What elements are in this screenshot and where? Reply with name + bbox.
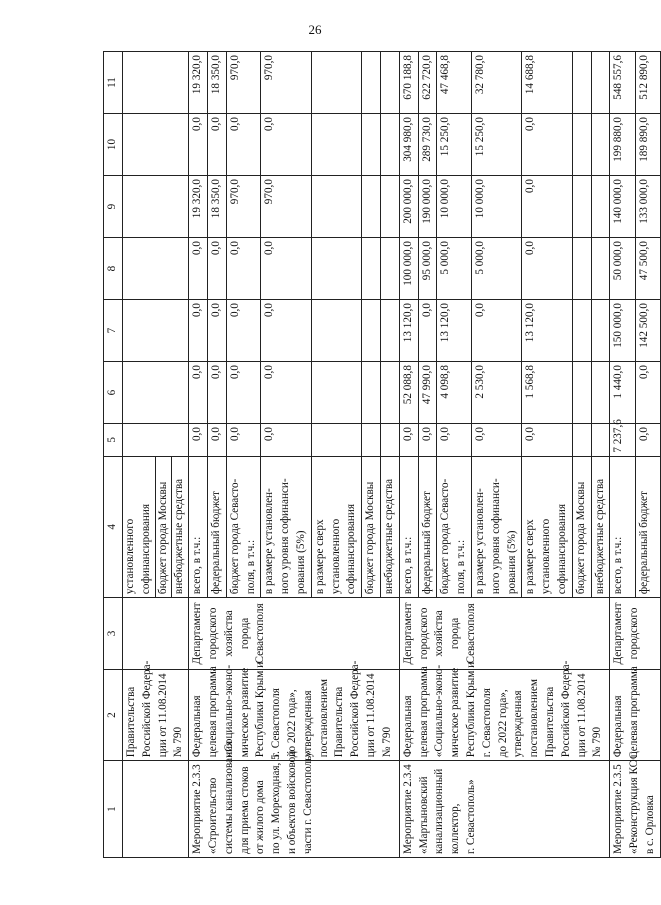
funding-source-cell [522, 456, 572, 597]
value-cell [591, 238, 610, 300]
value-cell: 13 120,0 [399, 300, 418, 362]
text-line: для приема стоков [238, 766, 251, 854]
funding-source-cell [399, 456, 418, 597]
text-line: поля, в т.ч.: [455, 539, 468, 595]
value-cell: 15 250,0 [471, 114, 521, 176]
value-cell [591, 424, 610, 457]
header-cell: 4 [104, 456, 123, 597]
text-line: Мероприятие 2.3.5 [612, 764, 625, 854]
value-cell: 0,0 [189, 114, 208, 176]
text-line: города [238, 617, 251, 650]
text-line: Мероприятие 2.3.3 [191, 764, 204, 854]
value-cell: 0,0 [261, 238, 311, 300]
value-cell: 142 500,0 [635, 300, 660, 362]
value-cell [380, 424, 399, 457]
text-line: № 790 [591, 726, 604, 758]
value-cell: 190 000,0 [418, 176, 437, 238]
text-line: целевая программа [628, 666, 641, 758]
header-cell: 10 [104, 114, 123, 176]
value-cell [591, 114, 610, 176]
table-row [610, 52, 635, 858]
funding-source-cell [471, 456, 521, 597]
text-line: г. Севастополя [270, 688, 283, 758]
text-line: внебюджетные средства [171, 457, 188, 597]
value-cell: 14 688,8 [522, 52, 572, 114]
header-cell: 1 [104, 761, 123, 858]
value-cell: 970,0 [226, 176, 261, 238]
header-cell: 6 [104, 362, 123, 424]
value-cell: 100 000,0 [399, 238, 418, 300]
value-cell [311, 424, 361, 457]
value-cell [591, 52, 610, 114]
value-cell: 7 237,6 [610, 424, 635, 457]
text-line: всего, в т.ч.: [612, 536, 625, 595]
text-line: мическое развитие [449, 667, 462, 758]
value-cell: 670 188,8 [399, 52, 418, 114]
value-cell [572, 300, 591, 362]
value-cell: 0,0 [226, 238, 261, 300]
text-line: Правительства [543, 686, 556, 758]
program-basis-cell [189, 660, 400, 760]
value-cell [362, 238, 381, 300]
value-cell [362, 424, 381, 457]
text-line: постановлением [528, 679, 541, 758]
value-cell: 0,0 [471, 300, 521, 362]
value-cell: 13 120,0 [437, 300, 472, 362]
value-cell: 0,0 [635, 362, 660, 424]
value-cell [380, 52, 399, 114]
value-cell: 0,0 [226, 424, 261, 457]
text-line: установленного [329, 518, 342, 595]
value-cell: 0,0 [261, 362, 311, 424]
text-line: бюджет города Севасто- [228, 478, 241, 595]
value-cell [311, 52, 361, 114]
value-cell [591, 176, 610, 238]
budget-table [103, 51, 661, 858]
text-line: внебюджетные средства [382, 478, 395, 595]
value-cell: 47 990,0 [418, 362, 437, 424]
text-line: части г. Севастополь» [301, 750, 314, 854]
value-cell: 0,0 [189, 300, 208, 362]
value-cell: 0,0 [261, 114, 311, 176]
text-line: утвержденная [512, 690, 525, 758]
text-line: установленного [124, 518, 136, 595]
text-line: Севастополя [254, 603, 267, 664]
text-line: Российской Федера- [140, 660, 153, 758]
text-line: рования (5%) [294, 530, 307, 595]
funding-source-cell [261, 456, 311, 597]
value-cell: 0,0 [471, 424, 521, 457]
value-cell: 4 098,8 [437, 362, 472, 424]
text-line: городского [206, 607, 219, 660]
text-line: до 2022 года», [285, 689, 298, 758]
text-line: Правительства [125, 686, 137, 758]
funding-source-cell [418, 456, 437, 597]
value-cell: 0,0 [207, 424, 226, 457]
text-line: хозяйства [222, 610, 235, 657]
value-cell: 0,0 [207, 362, 226, 424]
value-cell: 0,0 [189, 238, 208, 300]
continuation-value-cell [123, 424, 189, 457]
value-cell [380, 176, 399, 238]
continuation-value-cell [123, 176, 189, 238]
value-cell: 0,0 [226, 114, 261, 176]
text-line: Департамент [191, 602, 204, 665]
value-cell: 0,0 [522, 238, 572, 300]
text-line: рования (5%) [505, 530, 518, 595]
value-cell: 52 088,8 [399, 362, 418, 424]
executor-cell [189, 598, 400, 670]
text-line: в размере установлен- [473, 488, 486, 595]
value-cell: 10 000,0 [437, 176, 472, 238]
program-basis-cell [399, 660, 610, 760]
text-line: Правительства [333, 686, 346, 758]
header-cell: 5 [104, 424, 123, 457]
table-body [104, 52, 661, 858]
value-cell [362, 300, 381, 362]
funding-source-cell [362, 456, 381, 597]
value-cell [572, 114, 591, 176]
value-cell: 18 350,0 [207, 176, 226, 238]
text-line: канализационный [433, 768, 446, 854]
continuation-value-cell [123, 114, 189, 176]
header-cell: 9 [104, 176, 123, 238]
value-cell: 199 880,0 [610, 114, 635, 176]
value-cell [362, 362, 381, 424]
text-line: ного уровня софинанси- [279, 478, 292, 595]
value-cell [311, 238, 361, 300]
value-cell [572, 176, 591, 238]
text-line: города [449, 617, 462, 650]
funding-source-cell [226, 456, 261, 597]
value-cell: 548 557,6 [610, 52, 635, 114]
value-cell: 0,0 [522, 424, 572, 457]
text-line: Республики Крым и [464, 661, 477, 758]
value-cell [380, 362, 399, 424]
value-cell: 19 320,0 [189, 52, 208, 114]
value-cell: 289 730,0 [418, 114, 437, 176]
table-row [399, 52, 418, 858]
funding-source-cell [572, 456, 591, 597]
text-line: установленного [540, 518, 553, 595]
text-line: № 790 [172, 726, 185, 758]
value-cell: 18 350,0 [207, 52, 226, 114]
value-cell: 304 980,0 [399, 114, 418, 176]
value-cell: 0,0 [261, 424, 311, 457]
text-line: коллектор, [449, 803, 462, 854]
value-cell: 47 500,0 [635, 238, 660, 300]
funding-source-cell [635, 456, 660, 597]
header-cell: 2 [104, 669, 123, 760]
value-cell: 0,0 [226, 300, 261, 362]
text-line: «Строительство [206, 777, 219, 854]
page-number: 26 [308, 22, 322, 37]
continuation-value-cell [123, 52, 189, 114]
text-line: г. Севастополя [480, 688, 493, 758]
value-cell: 19 320,0 [189, 176, 208, 238]
text-line: городского [628, 607, 641, 660]
text-line: Российской Федера- [349, 660, 362, 758]
text-line: Российской Федера- [559, 660, 572, 758]
continuation-value-cell [123, 300, 189, 362]
continuation-row [123, 52, 189, 858]
header-row [104, 52, 123, 858]
text-line: ции от 11.08.2014 [575, 673, 588, 758]
text-line: по ул. Мореходная, 5 [270, 754, 283, 854]
funding-source-cell [311, 456, 361, 597]
value-cell: 189 890,0 [635, 114, 660, 176]
value-cell [572, 238, 591, 300]
text-line: софинансирования [345, 503, 358, 595]
value-cell: 133 000,0 [635, 176, 660, 238]
value-cell: 0,0 [226, 362, 261, 424]
value-cell: 970,0 [226, 52, 261, 114]
value-cell: 622 720,0 [418, 52, 437, 114]
text-line: и объектов войсковой [285, 750, 298, 854]
value-cell: 95 000,0 [418, 238, 437, 300]
executor-cell [399, 598, 610, 670]
funding-source-cell [610, 456, 635, 597]
text-line: бюджет города Москвы [364, 481, 377, 595]
text-line: ного уровня софинанси- [489, 478, 502, 595]
continuation-value-cell [123, 238, 189, 300]
text-line: бюджет города Москвы [155, 457, 172, 597]
continuation-executor-cell [123, 598, 189, 670]
value-cell [591, 300, 610, 362]
measure-name-cell [399, 761, 610, 858]
value-cell [362, 176, 381, 238]
value-cell: 0,0 [207, 114, 226, 176]
continuation-basis-cell [123, 660, 189, 760]
value-cell [362, 52, 381, 114]
value-cell [362, 114, 381, 176]
value-cell: 0,0 [207, 238, 226, 300]
text-line: в размере установлен- [263, 488, 276, 595]
text-line: Департамент [401, 602, 414, 665]
value-cell [311, 176, 361, 238]
value-cell [380, 238, 399, 300]
value-cell: 0,0 [418, 300, 437, 362]
value-cell: 0,0 [522, 114, 572, 176]
continuation-source-cell [123, 456, 189, 597]
value-cell: 0,0 [418, 424, 437, 457]
text-line: г. Севастополь» [464, 779, 477, 854]
value-cell: 970,0 [261, 52, 311, 114]
text-line: Республики Крым и [254, 661, 267, 758]
text-line: внебюджетные средства [593, 478, 606, 595]
value-cell: 5 000,0 [471, 238, 521, 300]
text-line: всего, в т.ч.: [401, 536, 414, 595]
text-line: софинансирования [555, 503, 568, 595]
value-cell: 50 000,0 [610, 238, 635, 300]
value-cell: 0,0 [399, 424, 418, 457]
text-line: системы канализования [222, 740, 235, 854]
continuation-value-cell [123, 362, 189, 424]
text-line: в размере сверх [524, 519, 537, 595]
text-line: всего, в т.ч.: [191, 536, 204, 595]
value-cell: 0,0 [437, 424, 472, 457]
program-basis-cell [610, 666, 660, 760]
value-cell [572, 52, 591, 114]
text-line: до 2022 года», [496, 689, 509, 758]
text-line: Федеральная [191, 695, 204, 758]
text-line: в размере сверх [313, 519, 326, 595]
text-line: № 790 [380, 726, 393, 758]
text-line: «Социально-эконо- [222, 664, 235, 758]
text-line: бюджет города Севасто- [439, 478, 452, 595]
value-cell [572, 424, 591, 457]
value-cell: 10 000,0 [471, 176, 521, 238]
value-cell: 150 000,0 [610, 300, 635, 362]
funding-source-cell [207, 456, 226, 597]
text-line: бюджет города Москвы [574, 481, 587, 595]
text-line: постановлением [317, 679, 330, 758]
text-line: «Мартыновский [417, 776, 430, 854]
header-cell: 11 [104, 52, 123, 114]
value-cell: 5 000,0 [437, 238, 472, 300]
value-cell: 1 440,0 [610, 362, 635, 424]
text-line: Федеральная [401, 695, 414, 758]
value-cell [311, 300, 361, 362]
text-line: в с. Орловка [643, 795, 656, 854]
text-line: поля, в т.ч.: [244, 539, 257, 595]
value-cell: 0,0 [207, 300, 226, 362]
header-cell: 8 [104, 238, 123, 300]
text-line: федеральный бюджет [637, 491, 650, 595]
table-sheet [103, 51, 656, 858]
value-cell [572, 362, 591, 424]
value-cell [311, 362, 361, 424]
table-row [189, 52, 208, 858]
value-cell: 15 250,0 [437, 114, 472, 176]
text-line: утвержденная [301, 690, 314, 758]
value-cell: 0,0 [189, 424, 208, 457]
funding-source-cell [189, 456, 208, 597]
text-line: «Социально-эконо- [433, 664, 446, 758]
text-line: федеральный бюджет [209, 491, 222, 595]
header-cell: 7 [104, 300, 123, 362]
text-line: Департамент [612, 602, 625, 665]
text-line: Федеральная [612, 695, 625, 758]
value-cell [591, 362, 610, 424]
header-cell: 3 [104, 598, 123, 670]
executor-cell [610, 598, 660, 670]
funding-source-cell [380, 456, 399, 597]
text-line: целевая программа [206, 666, 219, 758]
value-cell: 32 780,0 [471, 52, 521, 114]
value-cell: 2 530,0 [471, 362, 521, 424]
value-cell: 0,0 [261, 300, 311, 362]
value-cell: 140 000,0 [610, 176, 635, 238]
text-line: «Реконструкция КОС [628, 751, 641, 854]
value-cell: 47 468,8 [437, 52, 472, 114]
value-cell [380, 300, 399, 362]
text-line: федеральный бюджет [420, 491, 433, 595]
measure-name-cell [610, 751, 660, 858]
value-cell: 0,0 [189, 362, 208, 424]
text-line: мическое развитие [238, 667, 251, 758]
value-cell: 0,0 [522, 176, 572, 238]
value-cell: 1 568,8 [522, 362, 572, 424]
text-line: софинансирования [139, 503, 152, 595]
funding-source-cell [591, 456, 610, 597]
text-line: от жилого дома [254, 780, 267, 854]
value-cell [380, 114, 399, 176]
value-cell: 512 890,0 [635, 52, 660, 114]
continuation-name-cell [123, 761, 189, 858]
value-cell [311, 114, 361, 176]
value-cell: 0,0 [635, 424, 660, 457]
text-line: хозяйства [433, 610, 446, 657]
value-cell: 970,0 [261, 176, 311, 238]
value-cell: 200 000,0 [399, 176, 418, 238]
text-line: целевая программа [417, 666, 430, 758]
value-cell: 13 120,0 [522, 300, 572, 362]
text-line: Мероприятие 2.3.4 [401, 764, 414, 854]
text-line: Севастополя [464, 603, 477, 664]
text-line: ции от 11.08.2014 [156, 673, 169, 758]
funding-source-cell [437, 456, 472, 597]
text-line: городского [417, 607, 430, 660]
text-line: ции от 11.08.2014 [364, 673, 377, 758]
